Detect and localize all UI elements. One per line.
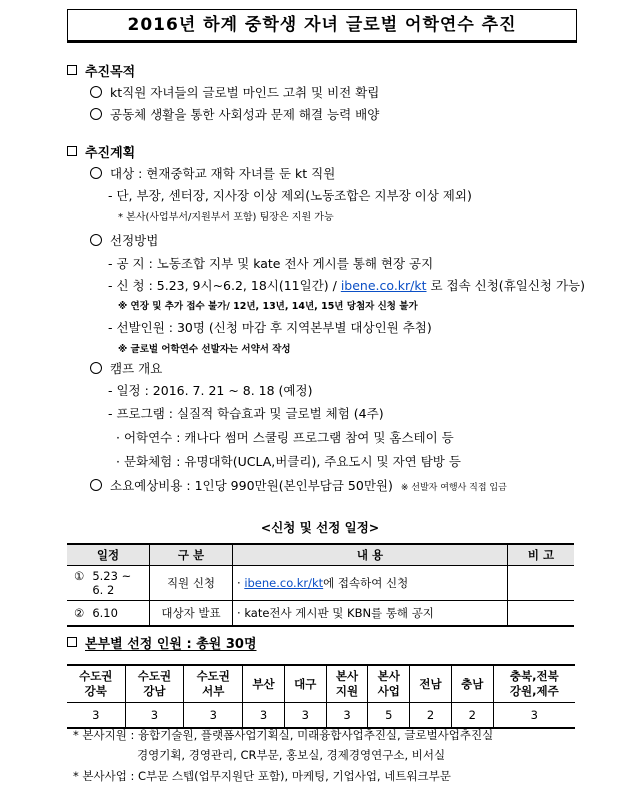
row-content: · kate전사 게시판 및 KBN를 통해 공지	[233, 601, 508, 627]
row-type: 대상자 발표	[150, 601, 233, 627]
region-header: 수도권 강남	[125, 665, 184, 703]
region-header: 충남	[451, 665, 493, 703]
schedule-header-row	[67, 544, 574, 566]
purpose-heading: 추진목적	[85, 65, 136, 80]
regional-note-1: * 본사지원 : 융합기술원, 플랫폼사업기획실, 미래융합사업추진실, 글로벌사업추진실	[73, 728, 494, 742]
row-type: 직원 신청	[150, 566, 233, 601]
regional-note-3: * 본사사업 : C부문 스텝(업무지원단 포함), 마케팅, 기업사업, 네트워크부문	[73, 769, 451, 783]
circle-bullet-icon	[90, 167, 102, 179]
header-content: 내 용	[233, 544, 508, 566]
region-header: 본사 지원	[326, 665, 368, 703]
region-value: 3	[125, 703, 184, 729]
row-number: ①	[74, 569, 85, 583]
region-header: 충북,전북 강원,제주	[493, 665, 575, 703]
schedule-date-cell	[67, 601, 150, 627]
region-header: 수도권 강북	[67, 665, 125, 703]
regional-value-row	[67, 703, 575, 729]
schedule-date-cell	[67, 566, 150, 601]
plan-target-note: * 본사(사업부서/지원부서 포함) 팀장은 지원 가능	[118, 212, 334, 223]
region-header: 본사 사업	[368, 665, 410, 703]
circle-bullet-icon	[90, 108, 102, 120]
circle-bullet-icon	[90, 234, 102, 246]
table-row	[67, 566, 574, 601]
selection-count-note: ※ 글로벌 어학연수 선발자는 서약서 작성	[118, 344, 291, 355]
plan-camp: 캠프 개요	[90, 361, 162, 377]
plan-target-sub: - 단, 부장, 센터장, 지사장 이상 제외(노동조합은 지부장 이상 제외)	[108, 188, 472, 203]
region-header: 수도권 서부	[184, 665, 243, 703]
section-purpose	[67, 65, 135, 81]
region-value: 3	[284, 703, 326, 729]
plan-target: 대상 : 현재중학교 재학 자녀를 둔 kt 직원	[90, 166, 335, 182]
cost-note: ※ 선발자 여행사 직접 입금	[400, 483, 507, 493]
regional-table	[67, 664, 575, 729]
region-value: 3	[493, 703, 575, 729]
row-date: 5.23 ~ 6. 2	[92, 569, 132, 597]
region-value: 3	[67, 703, 125, 729]
region-header: 전남	[410, 665, 452, 703]
region-header: 부산	[243, 665, 285, 703]
apply-link[interactable]: ibene.co.kr/kt	[340, 278, 427, 293]
section-plan	[67, 146, 135, 162]
region-value: 3	[184, 703, 243, 729]
purpose-item-1: kt직원 자녀들의 글로벌 마인드 고취 및 비전 확립	[90, 85, 379, 101]
selection-notice: - 공 지 : 노동조합 지부 및 kate 전사 게시를 통해 현장 공지	[108, 256, 434, 271]
regional-heading: 본부별 선정 인원 : 총원 30명	[85, 637, 257, 652]
camp-culture: · 문화체험 : 유명대학(UCLA,버클리), 주요도시 및 자연 탐방 등	[116, 454, 461, 469]
row-date: 6.10	[92, 606, 118, 620]
plan-selection: 선정방법	[90, 233, 158, 249]
plan-cost: 소요예상비용 : 1인당 990만원(본인부담금 50만원) ※ 선발자 여행사 직접 입금	[90, 478, 507, 496]
region-value: 3	[243, 703, 285, 729]
row-number: ②	[74, 606, 85, 620]
circle-bullet-icon	[90, 362, 102, 374]
table-row	[67, 601, 574, 627]
schedule-table	[67, 543, 574, 627]
regional-note-2: 경영기획, 경영관리, CR부문, 홍보실, 경제경영연구소, 비서실	[137, 748, 446, 762]
header-note: 비 고	[508, 544, 575, 566]
header-type: 구 분	[150, 544, 233, 566]
row-note	[508, 601, 575, 627]
circle-bullet-icon	[90, 86, 102, 98]
region-header: 대구	[284, 665, 326, 703]
selection-count: - 선발인원 : 30명 (신청 마감 후 지역본부별 대상인원 추첨)	[108, 320, 432, 335]
square-bullet-icon	[67, 637, 77, 647]
regional-header-row	[67, 665, 575, 703]
camp-language: · 어학연수 : 캐나다 썸머 스쿨링 프로그램 참여 및 홈스테이 등	[116, 430, 454, 445]
purpose-item-2: 공동체 생활을 통한 사회성과 문제 해결 능력 배양	[90, 107, 379, 123]
document-title: 2016년 하계 중학생 자녀 글로벌 어학연수 추진	[67, 9, 577, 43]
schedule-caption: <신청 및 선정 일정>	[260, 520, 380, 535]
selection-apply-note: ※ 연장 및 추가 접수 불가/ 12년, 13년, 14년, 15년 당첨자 신청 불가	[118, 301, 418, 312]
header-date: 일정	[67, 544, 150, 566]
region-value: 2	[451, 703, 493, 729]
square-bullet-icon	[67, 146, 77, 156]
region-value: 2	[410, 703, 452, 729]
plan-heading: 추진계획	[85, 146, 136, 161]
camp-schedule: - 일정 : 2016. 7. 21 ~ 8. 18 (예정)	[108, 383, 313, 398]
selection-apply: - 신 청 : 5.23, 9시~6.2, 18시(11일간) / ibene.co.kr/kt 로 접속 신청(휴일신청 가능)	[108, 278, 585, 293]
square-bullet-icon	[67, 65, 77, 75]
circle-bullet-icon	[90, 479, 102, 491]
row-content: · ibene.co.kr/kt에 접속하여 신청	[233, 566, 508, 601]
region-value: 3	[326, 703, 368, 729]
section-regional	[67, 637, 257, 653]
row-note	[508, 566, 575, 601]
region-value: 5	[368, 703, 410, 729]
camp-program: - 프로그램 : 실질적 학습효과 및 글로벌 체험 (4주)	[108, 406, 384, 421]
content-link[interactable]: ibene.co.kr/kt	[244, 576, 324, 590]
